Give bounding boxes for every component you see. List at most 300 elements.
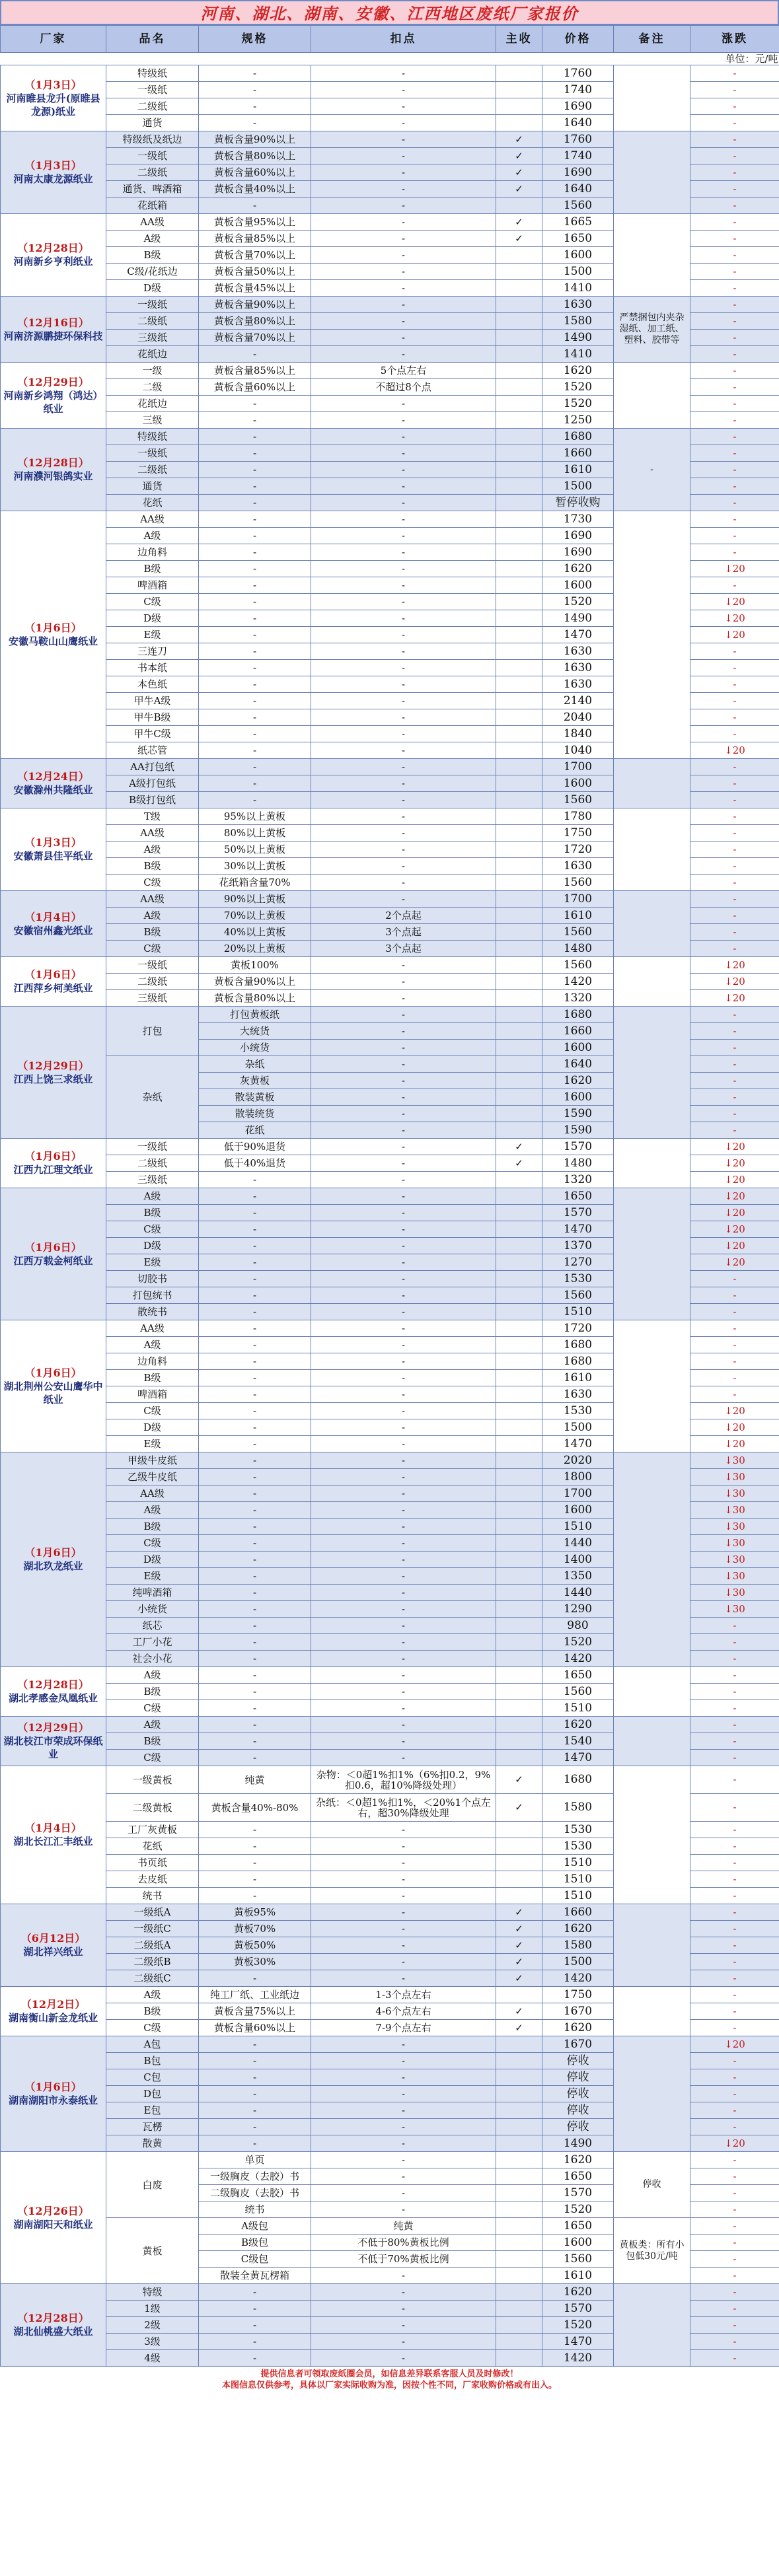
main-cell [496, 1370, 542, 1386]
spec-cell: - [199, 98, 311, 115]
main-cell [496, 693, 542, 709]
deduct-cell: - [311, 1040, 496, 1056]
table-row [1, 214, 779, 231]
main-cell [496, 1238, 542, 1254]
price-cell: 暂停收购 [542, 495, 614, 511]
grade-cell: B级 [106, 1205, 199, 1221]
price-cell: 1320 [542, 1172, 614, 1188]
spec-cell: - [199, 2301, 311, 2317]
spec-cell: - [199, 775, 311, 792]
grade-cell: 二级纸 [106, 313, 199, 330]
grade-cell: B级 [106, 858, 199, 875]
spec-cell: - [199, 709, 311, 726]
main-cell [496, 1271, 542, 1287]
spec-cell: - [199, 1684, 311, 1700]
spec-cell: - [199, 429, 311, 445]
change-cell: - [690, 297, 779, 313]
factory-cell [1, 297, 106, 363]
spec-cell: - [199, 643, 311, 660]
spec-cell: 黄板含量45%以上 [199, 280, 311, 297]
change-cell: - [690, 1287, 779, 1304]
factory-date: （1月6日） [24, 1150, 82, 1163]
price-cell: 1620 [542, 1073, 614, 1089]
change-cell: - [690, 676, 779, 693]
deduct-cell: - [311, 2135, 496, 2152]
deduct-cell: - [311, 1271, 496, 1287]
grade-cell: 啤酒箱 [106, 577, 199, 594]
deduct-cell: 2个点起 [311, 908, 496, 924]
note-cell: 黄板类：所有小包低30元/吨 [614, 2218, 690, 2284]
price-cell: 1530 [542, 1822, 614, 1838]
price-cell: 1530 [542, 1271, 614, 1287]
change-cell: ↓30 [690, 1552, 779, 1568]
price-cell: 1680 [542, 429, 614, 445]
change-cell: - [690, 1056, 779, 1073]
main-cell [496, 808, 542, 825]
change-cell: - [690, 2152, 779, 2168]
spec-cell: - [199, 2086, 311, 2102]
price-cell: 1520 [542, 2201, 614, 2218]
grade-cell: 甲级牛皮纸 [106, 1452, 199, 1469]
deduct-cell: - [311, 2069, 496, 2086]
price-cell: 1740 [542, 82, 614, 98]
spec-cell: - [199, 197, 311, 214]
grade-cell: E级 [106, 1568, 199, 1585]
change-cell: - [690, 1073, 779, 1089]
spec-cell: - [199, 478, 311, 495]
deduct-cell: - [311, 1871, 496, 1888]
main-cell [496, 2152, 542, 2168]
change-cell: ↓30 [690, 1519, 779, 1535]
deduct-cell: - [311, 775, 496, 792]
table-row [1, 891, 779, 908]
factory-name: 湖南湖阳市永泰纸业 [8, 2094, 98, 2106]
main-cell [496, 280, 542, 297]
grade-cell: 啤酒箱 [106, 1386, 199, 1403]
grade-cell: AA级 [106, 891, 199, 908]
deduct-cell: 不低于70%黄板比例 [311, 2251, 496, 2268]
factory-name: 湖南衡山新金龙纸业 [8, 2012, 98, 2024]
main-cell [496, 726, 542, 742]
main-cell [496, 2185, 542, 2201]
change-cell: - [690, 825, 779, 841]
spec-cell: - [199, 1733, 311, 1750]
grade-cell: 三级 [106, 412, 199, 429]
grade-cell: 打包 [106, 1007, 199, 1056]
change-cell: ↓20 [690, 974, 779, 990]
price-cell: 1700 [542, 891, 614, 908]
price-cell: 1290 [542, 1601, 614, 1618]
grade-cell: 书页纸 [106, 1855, 199, 1871]
price-cell: 1660 [542, 1904, 614, 1921]
change-cell: - [690, 82, 779, 98]
grade-cell: 特级纸 [106, 65, 199, 82]
price-cell: 1520 [542, 1634, 614, 1651]
spec-cell: - [199, 1287, 311, 1304]
spec-cell: 黄板含量75%以上 [199, 2003, 311, 2020]
note-cell [614, 1452, 690, 1667]
factory-name: 河南新乡鸿翔（鸿达）纸业 [3, 389, 103, 415]
change-cell: - [690, 247, 779, 264]
factory-date: （1月4日） [24, 910, 82, 923]
change-cell: - [690, 2003, 779, 2020]
grade-cell: D级 [106, 610, 199, 627]
main-cell [496, 1287, 542, 1304]
change-cell: - [690, 2053, 779, 2069]
table-body [1, 65, 779, 2367]
change-cell: - [690, 1337, 779, 1353]
header-note: 备注 [614, 26, 690, 53]
grade-cell: 特级纸及纸边 [106, 131, 199, 148]
main-cell [496, 2086, 542, 2102]
deduct-cell: - [311, 495, 496, 511]
price-cell: 1630 [542, 660, 614, 676]
grade-cell: 三连刀 [106, 643, 199, 660]
deduct-cell: - [311, 511, 496, 528]
spec-cell: - [199, 1750, 311, 1766]
change-cell: - [690, 643, 779, 660]
factory-name: 江西九江理文纸业 [13, 1164, 93, 1176]
deduct-cell: - [311, 1684, 496, 1700]
spec-cell: - [199, 1172, 311, 1188]
note-cell [614, 808, 690, 891]
grade-cell: 二级纸B [106, 1954, 199, 1970]
change-cell: - [690, 775, 779, 792]
change-cell: - [690, 1667, 779, 1684]
spec-cell: 低于90%退货 [199, 1139, 311, 1155]
grade-cell: 一级 [106, 363, 199, 379]
price-cell: 1530 [542, 1403, 614, 1419]
price-cell: 1690 [542, 164, 614, 181]
deduct-cell: - [311, 1485, 496, 1502]
spec-cell: - [199, 1855, 311, 1871]
grade-cell: 纸芯管 [106, 742, 199, 759]
price-cell: 1670 [542, 2036, 614, 2053]
spec-cell: - [199, 792, 311, 808]
main-cell [496, 1634, 542, 1651]
change-cell: - [690, 115, 779, 131]
main-cell [496, 974, 542, 990]
deduct-cell: - [311, 2168, 496, 2185]
main-cell: ✓ [496, 1766, 542, 1794]
factory-date: （1月6日） [24, 1240, 82, 1254]
table-row [1, 808, 779, 825]
spec-cell: 黄板含量50%以上 [199, 264, 311, 280]
spec-cell: 统书 [199, 2201, 311, 2218]
main-cell [496, 1838, 542, 1855]
grade-cell: AA打包纸 [106, 759, 199, 775]
price-cell: 1510 [542, 1519, 614, 1535]
price-cell: 1660 [542, 1023, 614, 1040]
grade-cell: D级 [106, 280, 199, 297]
factory-cell [1, 759, 106, 808]
deduct-cell: - [311, 2102, 496, 2119]
spec-cell: - [199, 676, 311, 693]
deduct-cell: - [311, 231, 496, 247]
grade-cell: 花纸边 [106, 346, 199, 363]
main-cell [496, 1987, 542, 2003]
spec-cell: 黄板含量40%以上 [199, 181, 311, 197]
deduct-cell: - [311, 2301, 496, 2317]
deduct-cell: - [311, 2053, 496, 2069]
deduct-cell: - [311, 462, 496, 478]
main-cell [496, 1469, 542, 1485]
note-cell [614, 759, 690, 808]
main-cell [496, 594, 542, 610]
deduct-cell: - [311, 742, 496, 759]
grade-cell: 散黄 [106, 2135, 199, 2152]
factory-name: 湖北荆州公安山鹰华中纸业 [3, 1380, 103, 1406]
price-cell: 1620 [542, 2152, 614, 2168]
change-cell: - [690, 2235, 779, 2251]
factory-name: 河南太康龙源纸业 [13, 173, 93, 185]
factory-name: 江西上饶三求纸业 [13, 1073, 93, 1085]
spec-cell: - [199, 1502, 311, 1519]
main-cell: ✓ [496, 2003, 542, 2020]
deduct-cell: - [311, 197, 496, 214]
deduct-cell: - [311, 660, 496, 676]
spec-cell: - [199, 2135, 311, 2152]
change-cell: - [690, 1634, 779, 1651]
spec-cell: 一级胸皮（去胶）书 [199, 2168, 311, 2185]
change-cell: - [690, 330, 779, 346]
note-cell [614, 1007, 690, 1139]
grade-cell: C级/花纸边 [106, 264, 199, 280]
grade-cell: 花纸箱 [106, 197, 199, 214]
price-cell: 1560 [542, 1287, 614, 1304]
price-cell: 1540 [542, 1733, 614, 1750]
grade-cell: C级 [106, 1535, 199, 1552]
change-cell: ↓30 [690, 1585, 779, 1601]
spec-cell: B级包 [199, 2235, 311, 2251]
price-cell: 2040 [542, 709, 614, 726]
grade-cell: 二级纸 [106, 98, 199, 115]
price-cell: 1490 [542, 610, 614, 627]
main-cell [496, 742, 542, 759]
deduct-cell: - [311, 1634, 496, 1651]
change-cell: - [690, 1007, 779, 1023]
deduct-cell: - [311, 1172, 496, 1188]
main-cell [496, 2168, 542, 2185]
main-cell [496, 412, 542, 429]
price-cell: 1620 [542, 363, 614, 379]
spec-cell: 花纸箱含量70% [199, 875, 311, 891]
grade-cell: B包 [106, 2053, 199, 2069]
spec-cell: 黄板含量95%以上 [199, 214, 311, 231]
main-cell [496, 627, 542, 643]
deduct-cell: - [311, 1436, 496, 1452]
price-cell: 1520 [542, 396, 614, 412]
spec-cell: 70%以上黄板 [199, 908, 311, 924]
note-cell [614, 65, 690, 131]
grade-cell: 一级纸 [106, 445, 199, 462]
change-cell: - [690, 2218, 779, 2235]
main-cell [496, 841, 542, 858]
price-cell: 2140 [542, 693, 614, 709]
main-cell [496, 1386, 542, 1403]
main-cell: ✓ [496, 1155, 542, 1172]
spec-cell: - [199, 1568, 311, 1585]
grade-cell: E包 [106, 2102, 199, 2119]
spec-cell: C级包 [199, 2251, 311, 2268]
deduct-cell: - [311, 1056, 496, 1073]
main-cell [496, 495, 542, 511]
grade-cell: 二级 [106, 379, 199, 396]
deduct-cell: - [311, 561, 496, 577]
change-cell: - [690, 2086, 779, 2102]
grade-cell: AA级 [106, 1320, 199, 1337]
factory-name: 江西萍乡柯美纸业 [13, 982, 93, 994]
spec-cell: 散装全黄瓦楞箱 [199, 2268, 311, 2284]
change-cell: - [690, 1733, 779, 1750]
factory-name: 湖北孝感金凤凰纸业 [8, 1692, 98, 1704]
change-cell: - [690, 264, 779, 280]
spec-cell: - [199, 627, 311, 643]
main-cell [496, 660, 542, 676]
main-cell [496, 1888, 542, 1904]
change-cell: - [690, 1921, 779, 1937]
deduct-cell: - [311, 676, 496, 693]
price-cell: 1600 [542, 1089, 614, 1106]
table-row [1, 65, 779, 82]
price-cell: 1750 [542, 1987, 614, 2003]
deduct-cell: - [311, 82, 496, 98]
factory-date: （12月2日） [20, 1998, 86, 2011]
price-cell: 1610 [542, 462, 614, 478]
spec-cell: - [199, 577, 311, 594]
main-cell [496, 1023, 542, 1040]
deduct-cell: - [311, 610, 496, 627]
change-cell: - [690, 1271, 779, 1287]
grade-cell: B级 [106, 1684, 199, 1700]
spec-cell: 黄板70% [199, 1921, 311, 1937]
deduct-cell: - [311, 1651, 496, 1667]
table-row [1, 131, 779, 148]
deduct-cell: - [311, 528, 496, 544]
price-cell: 1650 [542, 231, 614, 247]
deduct-cell: - [311, 1822, 496, 1838]
spec-cell: 散装统货 [199, 1106, 311, 1122]
deduct-cell: - [311, 841, 496, 858]
spec-cell: 黄板含量90%以上 [199, 974, 311, 990]
grade-cell: 三级纸 [106, 1172, 199, 1188]
price-cell: 1760 [542, 131, 614, 148]
main-cell: ✓ [496, 148, 542, 164]
main-cell [496, 1436, 542, 1452]
deduct-cell: - [311, 297, 496, 313]
price-cell: 1600 [542, 775, 614, 792]
factory-cell [1, 1007, 106, 1139]
spec-cell: - [199, 1469, 311, 1485]
spec-cell: 低于40%退货 [199, 1155, 311, 1172]
spec-cell: 黄板含量80%以上 [199, 313, 311, 330]
factory-name: 河南濮河银鸽实业 [13, 470, 93, 482]
grade-cell: AA级 [106, 511, 199, 528]
spec-cell: - [199, 1386, 311, 1403]
price-cell: 1560 [542, 924, 614, 941]
price-cell: 1620 [542, 2020, 614, 2036]
deduct-cell: - [311, 1155, 496, 1172]
grade-cell: AA级 [106, 825, 199, 841]
spec-cell: 黄板含量60%以上 [199, 164, 311, 181]
main-cell [496, 1254, 542, 1271]
price-cell: 停收 [542, 2086, 614, 2102]
price-cell: 1750 [542, 825, 614, 841]
deduct-cell: - [311, 1320, 496, 1337]
main-cell [496, 1651, 542, 1667]
table-header [1, 26, 779, 53]
deduct-cell: - [311, 1007, 496, 1023]
grade-cell: E级 [106, 627, 199, 643]
spec-cell: 90%以上黄板 [199, 891, 311, 908]
main-cell [496, 957, 542, 974]
change-cell: ↓20 [690, 1238, 779, 1254]
main-cell [496, 1221, 542, 1238]
grade-cell: 3级 [106, 2334, 199, 2350]
main-cell [496, 2036, 542, 2053]
change-cell: - [690, 1684, 779, 1700]
table-row [1, 2036, 779, 2053]
grade-cell: 瓦楞 [106, 2119, 199, 2135]
main-cell [496, 2218, 542, 2235]
change-cell: ↓20 [690, 1205, 779, 1221]
main-cell [496, 1750, 542, 1766]
change-cell: ↓20 [690, 990, 779, 1007]
deduct-cell: 杂物：＜0超1%扣1%（6%扣0.2，9%扣0.6，超10%降级处理） [311, 1766, 496, 1794]
grade-cell: C级 [106, 594, 199, 610]
change-cell: ↓20 [690, 742, 779, 759]
deduct-cell: - [311, 1419, 496, 1436]
spec-cell: - [199, 1651, 311, 1667]
grade-cell: A级 [106, 1987, 199, 2003]
factory-date: （1月6日） [24, 1366, 82, 1379]
spec-cell: - [199, 742, 311, 759]
change-cell: ↓30 [690, 1535, 779, 1552]
factory-name: 湖北长江汇丰纸业 [13, 1836, 93, 1847]
main-cell [496, 1452, 542, 1469]
spec-cell: 黄板100% [199, 957, 311, 974]
deduct-cell: - [311, 148, 496, 164]
note-cell [614, 1717, 690, 1766]
main-cell [496, 1502, 542, 1519]
deduct-cell: - [311, 2201, 496, 2218]
factory-cell [1, 1717, 106, 1766]
change-cell: - [690, 1304, 779, 1320]
spec-cell: - [199, 1370, 311, 1386]
price-cell: 1650 [542, 2168, 614, 2185]
spec-cell: - [199, 115, 311, 131]
factory-name: 河南新乡亨利纸业 [13, 256, 93, 268]
table-row [1, 2218, 779, 2235]
change-cell: - [690, 1838, 779, 1855]
grade-cell: 二级纸 [106, 974, 199, 990]
change-cell: - [690, 313, 779, 330]
deduct-cell: 不低于80%黄板比例 [311, 2235, 496, 2251]
grade-cell: B级 [106, 561, 199, 577]
factory-date: （12月29日） [17, 1059, 89, 1072]
main-cell [496, 2069, 542, 2086]
factory-cell [1, 429, 106, 511]
main-cell [496, 429, 542, 445]
change-cell: ↓20 [690, 1254, 779, 1271]
note-cell [614, 1320, 690, 1452]
grade-cell: 二级纸 [106, 164, 199, 181]
table-row [1, 1667, 779, 1684]
main-cell [496, 544, 542, 561]
deduct-cell: - [311, 313, 496, 330]
deduct-cell: - [311, 726, 496, 742]
deduct-cell: - [311, 1888, 496, 1904]
